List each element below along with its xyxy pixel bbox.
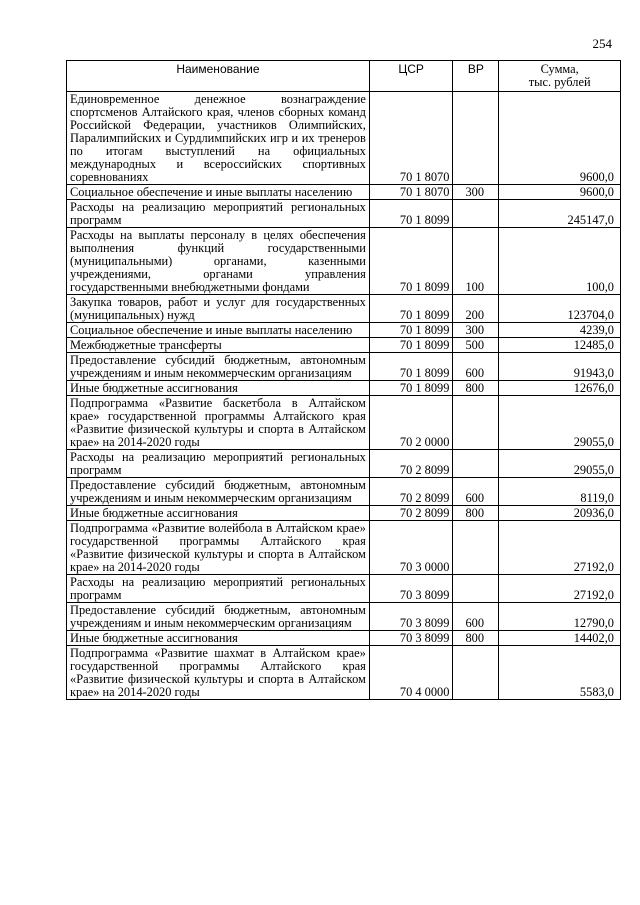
cell-vr: 300 bbox=[453, 323, 499, 338]
cell-sum: 91943,0 bbox=[499, 353, 621, 381]
cell-vr: 800 bbox=[453, 631, 499, 646]
cell-name: Расходы на выплаты персоналу в целях обеспечения выполнения функций государственными (муниципальными) органами, казенными учреждениями, органами управления государственными внебюджетными фондами bbox=[67, 228, 370, 295]
cell-sum: 100,0 bbox=[499, 228, 621, 295]
cell-csr: 70 1 8099 bbox=[369, 338, 453, 353]
header-vr: ВР bbox=[453, 61, 499, 92]
cell-csr: 70 1 8070 bbox=[369, 92, 453, 185]
cell-vr bbox=[453, 92, 499, 185]
table-row bbox=[67, 631, 621, 646]
cell-sum: 4239,0 bbox=[499, 323, 621, 338]
cell-vr: 800 bbox=[453, 381, 499, 396]
cell-csr: 70 3 8099 bbox=[369, 631, 453, 646]
cell-name: Расходы на реализацию мероприятий региональных программ bbox=[67, 450, 370, 478]
cell-csr: 70 1 8099 bbox=[369, 323, 453, 338]
cell-name: Расходы на реализацию мероприятий региональных программ bbox=[67, 200, 370, 228]
table-row bbox=[67, 646, 621, 700]
table-row bbox=[67, 603, 621, 631]
cell-name: Иные бюджетные ассигнования bbox=[67, 506, 370, 521]
cell-csr: 70 2 8099 bbox=[369, 450, 453, 478]
cell-name: Иные бюджетные ассигнования bbox=[67, 381, 370, 396]
cell-vr: 600 bbox=[453, 353, 499, 381]
cell-vr bbox=[453, 646, 499, 700]
header-sum bbox=[499, 61, 621, 92]
cell-csr: 70 4 0000 bbox=[369, 646, 453, 700]
table-row bbox=[67, 185, 621, 200]
cell-csr: 70 3 0000 bbox=[369, 521, 453, 575]
cell-vr: 500 bbox=[453, 338, 499, 353]
header-csr: ЦСР bbox=[369, 61, 453, 92]
cell-name: Расходы на реализацию мероприятий региональных программ bbox=[67, 575, 370, 603]
table-row bbox=[67, 381, 621, 396]
cell-vr bbox=[453, 521, 499, 575]
header-name: Наименование bbox=[67, 61, 370, 92]
cell-name: Закупка товаров, работ и услуг для государственных (муниципальных) нужд bbox=[67, 295, 370, 323]
table-row bbox=[67, 506, 621, 521]
cell-csr: 70 1 8099 bbox=[369, 200, 453, 228]
cell-sum: 29055,0 bbox=[499, 450, 621, 478]
cell-name: Предоставление субсидий бюджетным, автономным учреждениям и иным некоммерческим организациям bbox=[67, 603, 370, 631]
table-row bbox=[67, 92, 621, 185]
cell-sum: 12676,0 bbox=[499, 381, 621, 396]
table-header-row bbox=[67, 61, 621, 92]
cell-vr: 800 bbox=[453, 506, 499, 521]
cell-vr bbox=[453, 396, 499, 450]
cell-csr: 70 3 8099 bbox=[369, 603, 453, 631]
cell-name: Социальное обеспечение и иные выплаты населению bbox=[67, 323, 370, 338]
cell-csr: 70 2 8099 bbox=[369, 506, 453, 521]
cell-vr bbox=[453, 200, 499, 228]
cell-name: Подпрограмма «Развитие шахмат в Алтайском крае» государственной программы Алтайского края «Развитие физической культуры и спорта в Алтайском крае» на 2014-2020 годы bbox=[67, 646, 370, 700]
cell-name: Подпрограмма «Развитие баскетбола в Алтайском крае» государственной программы Алтайского края «Развитие физической культуры и спорта в Алтайском крае» на 2014-2020 годы bbox=[67, 396, 370, 450]
cell-sum: 9600,0 bbox=[499, 185, 621, 200]
cell-sum: 20936,0 bbox=[499, 506, 621, 521]
cell-csr: 70 1 8099 bbox=[369, 295, 453, 323]
header-sum-line1: Сумма, bbox=[540, 62, 579, 76]
table-row bbox=[67, 295, 621, 323]
cell-name: Подпрограмма «Развитие волейбола в Алтайском крае» государственной программы Алтайского края «Развитие физической культуры и спорта в Алтайском крае» на 2014-2020 годы bbox=[67, 521, 370, 575]
cell-sum: 5583,0 bbox=[499, 646, 621, 700]
cell-vr bbox=[453, 450, 499, 478]
cell-vr: 600 bbox=[453, 478, 499, 506]
cell-vr bbox=[453, 575, 499, 603]
cell-csr: 70 1 8099 bbox=[369, 353, 453, 381]
table-row bbox=[67, 228, 621, 295]
table-row bbox=[67, 338, 621, 353]
cell-name: Предоставление субсидий бюджетным, автономным учреждениям и иным некоммерческим организациям bbox=[67, 353, 370, 381]
cell-vr: 100 bbox=[453, 228, 499, 295]
table-row bbox=[67, 575, 621, 603]
budget-table bbox=[66, 60, 621, 700]
table-row bbox=[67, 200, 621, 228]
cell-csr: 70 1 8099 bbox=[369, 381, 453, 396]
cell-csr: 70 2 0000 bbox=[369, 396, 453, 450]
cell-sum: 123704,0 bbox=[499, 295, 621, 323]
cell-sum: 245147,0 bbox=[499, 200, 621, 228]
cell-sum: 14402,0 bbox=[499, 631, 621, 646]
cell-name: Предоставление субсидий бюджетным, автономным учреждениям и иным некоммерческим организациям bbox=[67, 478, 370, 506]
table-row bbox=[67, 521, 621, 575]
table-row bbox=[67, 323, 621, 338]
cell-name: Единовременное денежное вознаграждение спортсменов Алтайского края, членов сборных команд Российской Федерации, участников Олимпийских, Паралимпийских и Сурдлимпийских игр и их тренеров по итогам выступлений на официальных международных и всероссийских спортивных соревнованиях bbox=[67, 92, 370, 185]
header-sum-line2: тыс. рублей bbox=[528, 75, 591, 89]
table-row bbox=[67, 353, 621, 381]
cell-csr: 70 2 8099 bbox=[369, 478, 453, 506]
cell-sum: 29055,0 bbox=[499, 396, 621, 450]
cell-sum: 27192,0 bbox=[499, 521, 621, 575]
cell-vr: 300 bbox=[453, 185, 499, 200]
cell-sum: 12790,0 bbox=[499, 603, 621, 631]
cell-vr: 600 bbox=[453, 603, 499, 631]
cell-name: Иные бюджетные ассигнования bbox=[67, 631, 370, 646]
table-row bbox=[67, 450, 621, 478]
cell-vr: 200 bbox=[453, 295, 499, 323]
cell-csr: 70 3 8099 bbox=[369, 575, 453, 603]
cell-sum: 12485,0 bbox=[499, 338, 621, 353]
cell-sum: 8119,0 bbox=[499, 478, 621, 506]
table-row bbox=[67, 478, 621, 506]
table-row bbox=[67, 396, 621, 450]
cell-csr: 70 1 8099 bbox=[369, 228, 453, 295]
page-number: 254 bbox=[592, 36, 612, 51]
cell-sum: 9600,0 bbox=[499, 92, 621, 185]
cell-sum: 27192,0 bbox=[499, 575, 621, 603]
cell-name: Социальное обеспечение и иные выплаты населению bbox=[67, 185, 370, 200]
cell-name: Межбюджетные трансферты bbox=[67, 338, 370, 353]
cell-csr: 70 1 8070 bbox=[369, 185, 453, 200]
